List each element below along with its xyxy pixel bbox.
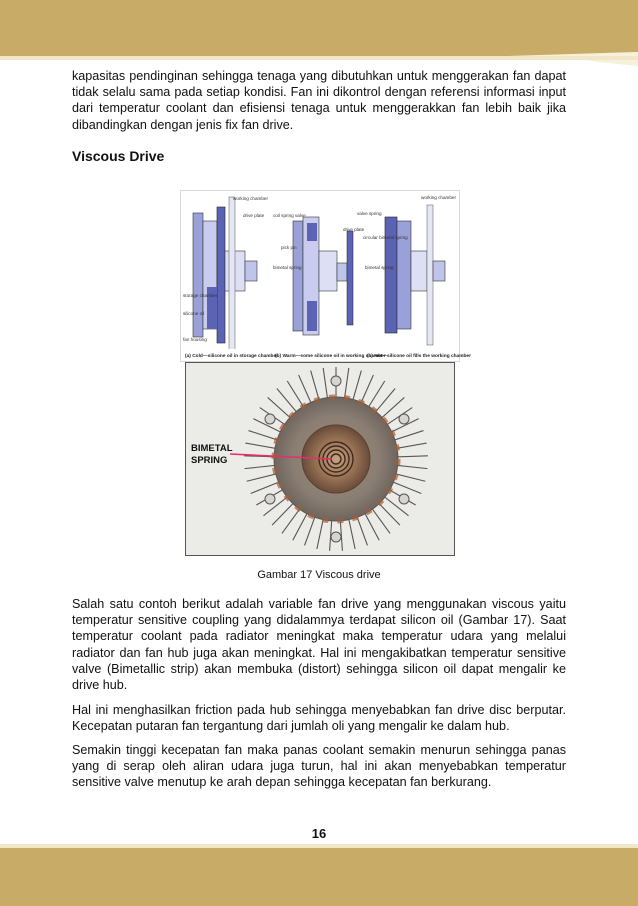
label-storage-chamber: storage chamber (183, 293, 218, 298)
viscous-drive-diagram (180, 190, 471, 362)
subcaption-a: (a) Cold—silicone oil in storage chamber (185, 354, 279, 359)
section-heading: Viscous Drive (72, 148, 165, 164)
label-silicone-oil: silicone oil (183, 311, 205, 316)
label-coil-spring-valve: coil spring valve (273, 213, 306, 218)
label-drive-plate-b: drive plate (343, 227, 365, 232)
paragraph-friction: Hal ini menghasilkan friction pada hub sehingga menyebabkan fan drive disc berputar. Kecepatan putaran fan tergantung dari jumlah oli yang mengalir ke dalam hub. (72, 703, 566, 734)
fan-clutch-photo (185, 362, 455, 556)
footer-band (0, 848, 638, 906)
page-number: 16 (311, 826, 327, 841)
figure-caption: Gambar 17 Viscous drive (257, 569, 381, 581)
paragraph-fan-speed: Semakin tinggi kecepatan fan maka panas coolant semakin menurun sehingga panas yang di serap oleh aliran udara juga turun, hal ini akan menyebabkan temperatur sensitive valve menutup ke arah depan sehingga kecepatan fan berkurang. (72, 743, 566, 790)
diagram-hot (385, 205, 445, 345)
label-fan-housing: fan housing (183, 337, 207, 342)
label-pick-pin: pick pin (281, 245, 297, 250)
photo-label-spring: SPRING (191, 455, 228, 466)
label-circular-bimetal-spring: circular bimetal spring (363, 235, 408, 240)
photo-label-bimetal: BIMETAL (191, 443, 233, 454)
label-bimetal-spring-b: bimetal spring (273, 265, 302, 270)
header-band (0, 0, 638, 56)
paragraph-viscous-example: Salah satu contoh berikut adalah variable fan drive yang menggunakan viscous yaitu temperatur sensitive coupling yang didalammya terdapat silicon oil (Gambar 17). Saat temperatur coolant pada radiator meningkat maka temperatur udara yang melalui radiator dan fan hub juga akan meningkat. Hal ini mengakibatkan temperatur sensitive valve (Bimetallic strip) akan membuka (distort) sehingga silicon oil dapat mengalir ke drive hub. (72, 597, 566, 693)
header-swoosh (508, 52, 638, 66)
subcaption-c: (c) Hot—silicone oil fills the working chamber (367, 354, 471, 359)
label-valve-spring: valve spring (357, 211, 382, 216)
diagram-cold (193, 197, 257, 353)
label-drive-plate-a: drive plate (243, 213, 265, 218)
label-bimetal-spring-c: bimetal spring (365, 265, 394, 270)
label-working-chamber-c: working chamber (421, 195, 456, 200)
paragraph-intro: kapasitas pendinginan sehingga tenaga yang dibutuhkan untuk menggerakan fan dapat tidak selalu sama pada setiap kondisi. Fan ini dikontrol dengan referensi informasi input dari temperatur coolant dan efisiensi tenaga untuk menggerakkan fan lebih baik jika dibandingkan dengan jenis fix fan drive. (72, 69, 566, 132)
subcaption-b: (b) Warm—some silicone oil in working chamber (275, 354, 386, 359)
label-working-chamber-a: working chamber (233, 196, 268, 201)
diagram-warm (293, 217, 353, 335)
